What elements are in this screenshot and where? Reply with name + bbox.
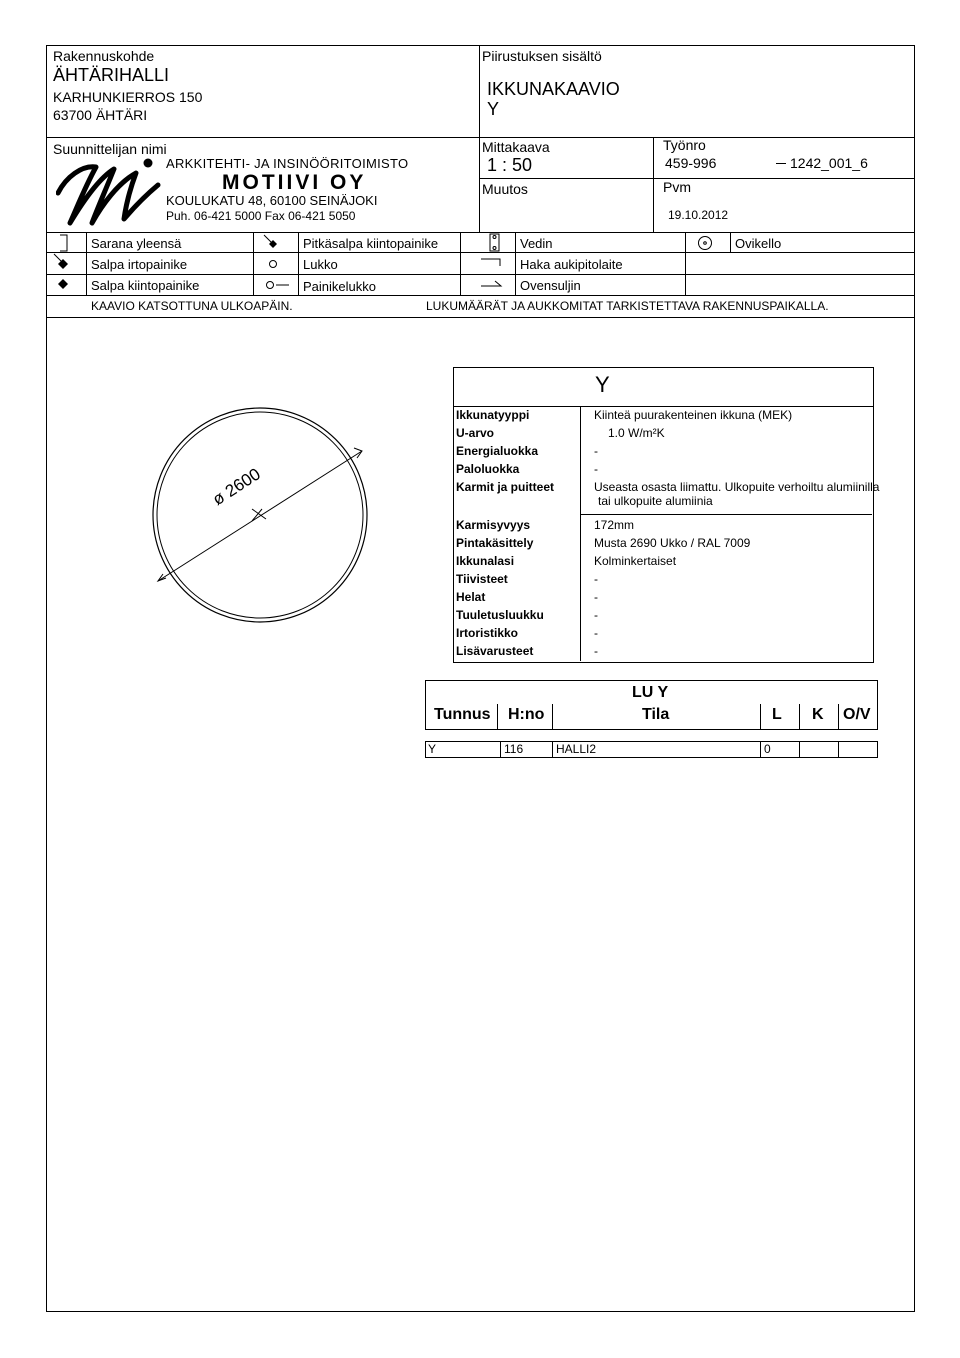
- legend-door-closer: Ovensuljin: [520, 278, 581, 293]
- spec-value-continued: tai ulkopuite alumiinia: [598, 494, 713, 508]
- spec-label: Pintakäsittely: [456, 536, 534, 550]
- spec-row-divider: [580, 514, 872, 515]
- spec-value: -: [594, 626, 598, 640]
- contents-sub: Y: [487, 99, 500, 119]
- legend-col-1: [86, 232, 87, 295]
- legend-col-2: [253, 232, 254, 295]
- spec-value: -: [594, 444, 598, 458]
- company-address: KOULUKATU 48, 60100 SEINÄJOKI: [166, 193, 378, 208]
- legend-handle: Vedin: [520, 236, 553, 251]
- push-lock-icon: [265, 279, 291, 291]
- legend-line-2: [46, 274, 914, 275]
- spec-value: Musta 2690 Ukko / RAL 7009: [594, 536, 751, 550]
- legend-push-lock: Painikelukko: [303, 279, 376, 294]
- legend-line-3: [46, 295, 914, 296]
- spec-label: Ikkunatyyppi: [456, 408, 530, 422]
- company-name: ARKKITEHTI- JA INSINÖÖRITOIMISTO: [166, 156, 409, 171]
- drawing-number: 1242_001_6: [790, 155, 868, 171]
- header-ov: O/V: [843, 706, 871, 723]
- note-view: KAAVIO KATSOTTUNA ULKOAPÄIN.: [91, 299, 293, 313]
- legend-peephole: Ovikello: [735, 236, 782, 251]
- round-window-drawing: [140, 395, 380, 635]
- date-value: 19.10.2012: [668, 208, 729, 222]
- count-col-3: [760, 704, 761, 729]
- handle-icon: [488, 233, 502, 252]
- contents-label: Piirustuksen sisältö: [482, 48, 602, 64]
- hinge-icon: [58, 234, 70, 252]
- legend-hinge: Sarana yleensä: [91, 236, 182, 251]
- diameter-label: ø 2600: [209, 464, 264, 510]
- note-measure: LUKUMÄÄRÄT JA AUKKOMITAT TARKISTETTAVA RAKENNUSPAIKALLA.: [426, 299, 829, 313]
- spec-value: -: [594, 462, 598, 476]
- spec-value: -: [594, 644, 598, 658]
- spec-value: -: [594, 590, 598, 604]
- project-name: ÄHTÄRIHALLI: [53, 65, 170, 85]
- fixed-latch-icon: [53, 275, 73, 295]
- long-bolt-icon: [262, 233, 282, 251]
- scale-value: 1 : 50: [487, 155, 533, 175]
- legend-bottom-line: [46, 317, 914, 318]
- job-value: 459-996: [665, 155, 717, 171]
- header-l: L: [772, 706, 782, 723]
- spec-label: Tuuletusluukku: [456, 608, 544, 622]
- row-tunnus: Y: [428, 742, 437, 756]
- count-col-1: [497, 704, 498, 729]
- spec-value: Kolminkertaiset: [594, 554, 677, 568]
- row-col-1: [500, 741, 501, 757]
- spec-label: Karmit ja puitteet: [456, 480, 555, 494]
- job-label: Työnro: [663, 137, 706, 153]
- header-hno: H:no: [508, 706, 545, 723]
- legend-col-5: [515, 232, 516, 295]
- count-col-5: [838, 704, 839, 729]
- legend-long-bolt: Pitkäsalpa kiintopainike: [303, 236, 439, 251]
- title-divider-2: [653, 137, 654, 232]
- removable-latch-icon: [53, 253, 73, 273]
- spec-label: U-arvo: [456, 426, 495, 440]
- spec-value: -: [594, 572, 598, 586]
- spec-value: -: [594, 608, 598, 622]
- legend-col-3: [298, 232, 299, 295]
- header-k: K: [812, 706, 824, 723]
- row-tila: HALLI2: [556, 742, 597, 756]
- legend-line-1: [46, 252, 914, 253]
- row-col-2: [552, 741, 553, 757]
- change-label: Muutos: [482, 181, 528, 197]
- row-l: 0: [764, 742, 771, 756]
- count-table-title: LU Y: [632, 684, 669, 701]
- project-address-2: 63700 ÄHTÄRI: [53, 107, 148, 123]
- spec-label: Tiivisteet: [456, 572, 508, 586]
- title-hline-2: [479, 178, 914, 179]
- row-col-4: [799, 741, 800, 757]
- dash-icon: [776, 163, 786, 164]
- spec-label: Helat: [456, 590, 486, 604]
- legend-col-7: [730, 232, 731, 253]
- designer-label: Suunnittelijan nimi: [53, 141, 167, 157]
- lock-icon: [267, 258, 279, 270]
- spec-label: Paloluokka: [456, 462, 520, 476]
- spec-mid-divider: [580, 406, 581, 661]
- spec-title: Y: [595, 372, 610, 397]
- count-col-4: [799, 704, 800, 729]
- legend-lock: Lukko: [303, 257, 338, 272]
- company-logo-text: MOTIIVI OY: [222, 171, 367, 194]
- title-hline-1: [46, 137, 914, 138]
- spec-label: Karmisyvyys: [456, 518, 531, 532]
- legend-top-line: [46, 232, 914, 233]
- table-row: [425, 741, 878, 758]
- spec-label: Lisävarusteet: [456, 644, 534, 658]
- legend-col-6: [685, 232, 686, 295]
- spec-value: Useasta osasta liimattu. Ulkopuite verhoiltu alumiinilla: [594, 480, 880, 494]
- contents-title: IKKUNAKAAVIO: [487, 79, 620, 99]
- row-hno: 116: [504, 742, 524, 756]
- spec-value: 1.0 W/m²K: [608, 426, 665, 440]
- spec-header-line: [453, 406, 873, 407]
- row-col-3: [760, 741, 761, 757]
- peephole-icon: [697, 235, 713, 251]
- spec-value: Kiinteä puurakenteinen ikkuna (MEK): [594, 408, 793, 422]
- header-tunnus: Tunnus: [434, 706, 491, 723]
- spec-label: Energialuokka: [456, 444, 539, 458]
- scale-label: Mittakaava: [482, 139, 550, 155]
- spec-value: 172mm: [594, 518, 635, 532]
- legend-fixed-latch: Salpa kiintopainike: [91, 278, 200, 293]
- legend-col-4: [460, 232, 461, 295]
- header-tila: Tila: [642, 706, 670, 723]
- row-col-5: [838, 741, 839, 757]
- door-closer-icon: [480, 279, 504, 291]
- count-col-2: [552, 704, 553, 729]
- company-logo-icon: [56, 155, 162, 227]
- title-divider: [479, 45, 480, 232]
- date-label: Pvm: [663, 179, 691, 195]
- spec-label: Irtoristikko: [456, 626, 519, 640]
- legend-hold-open: Haka aukipitolaite: [520, 257, 623, 272]
- project-address-1: KARHUNKIERROS 150: [53, 89, 203, 105]
- legend-removable-latch: Salpa irtopainike: [91, 257, 188, 272]
- spec-label: Ikkunalasi: [456, 554, 515, 568]
- company-phone: Puh. 06-421 5000 Fax 06-421 5050: [166, 209, 356, 223]
- hold-open-icon: [480, 256, 502, 268]
- project-label: Rakennuskohde: [53, 48, 155, 64]
